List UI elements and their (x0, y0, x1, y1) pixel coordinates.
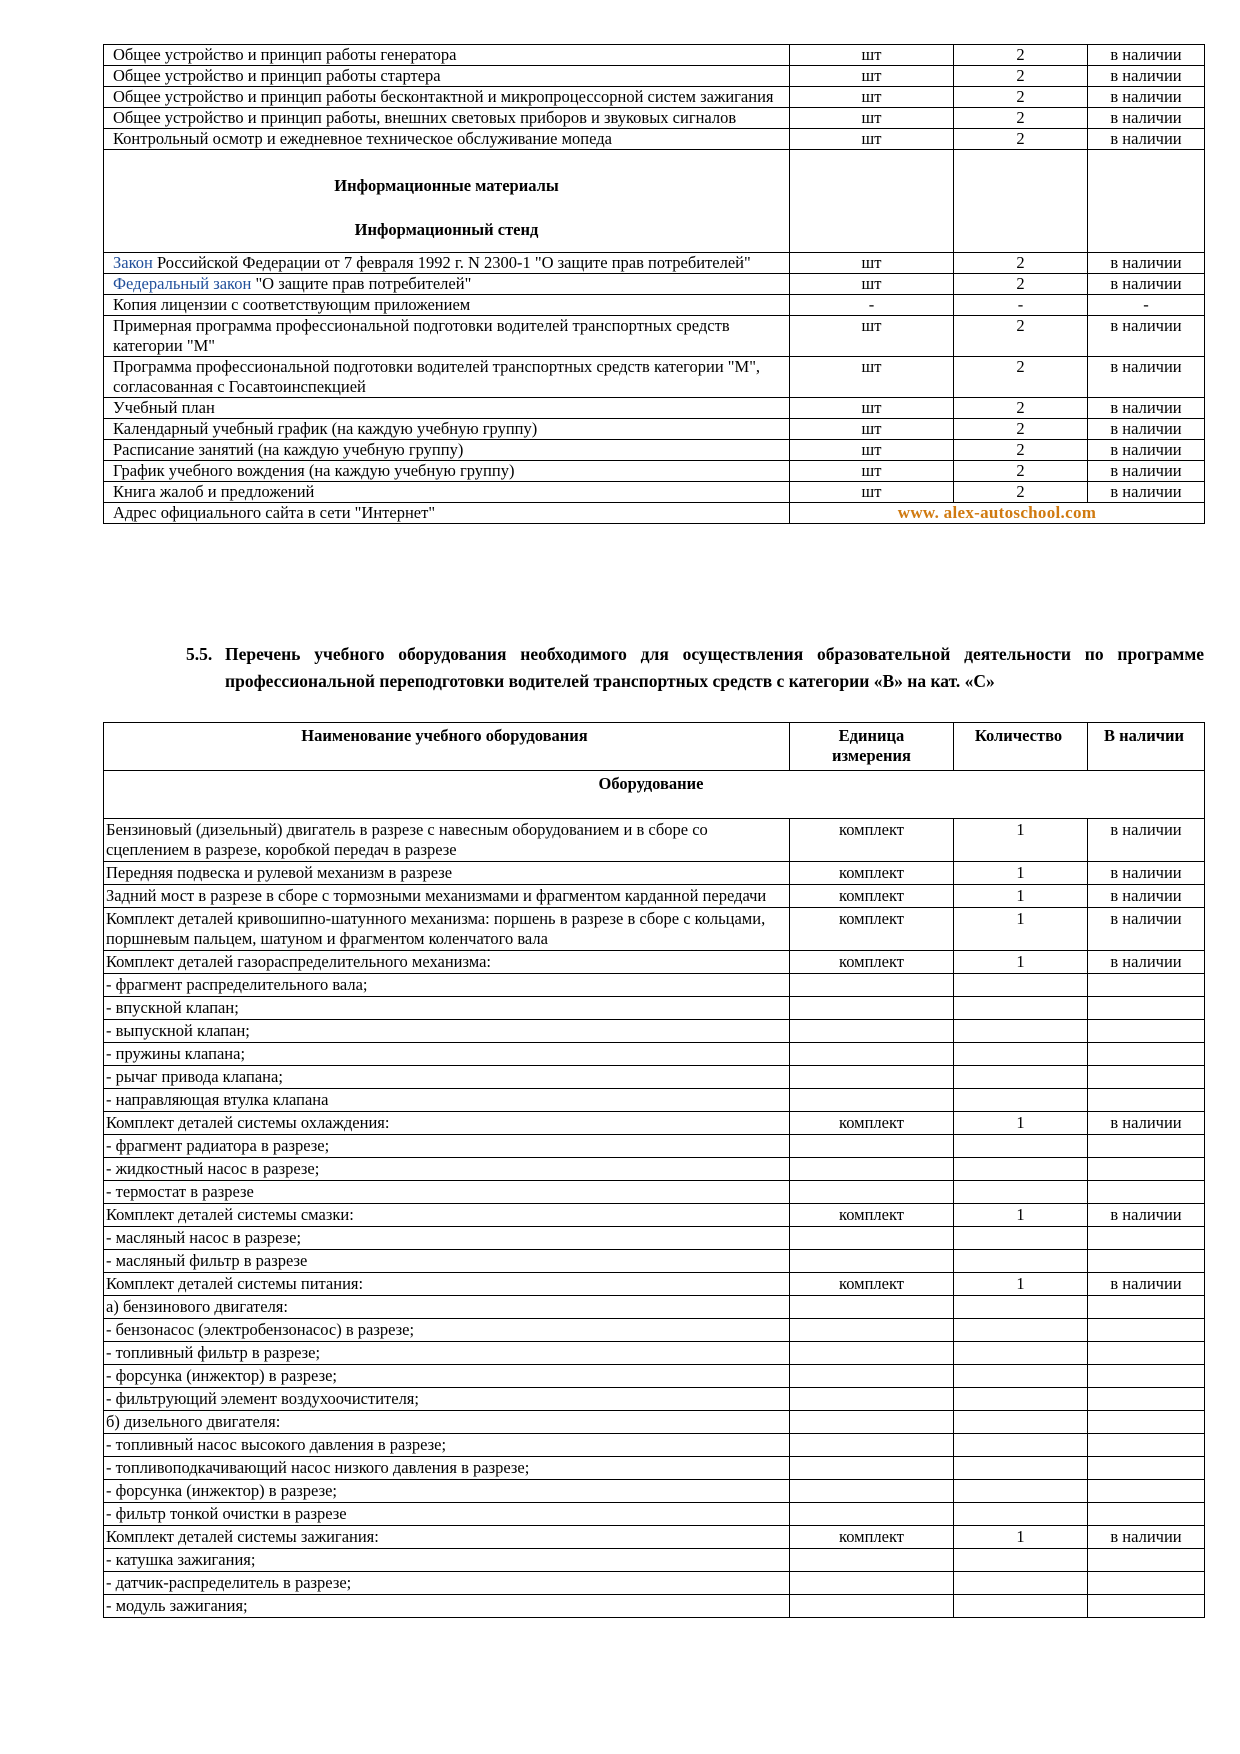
table-row (104, 87, 1205, 108)
table-row (104, 1411, 1205, 1434)
table-row (104, 1181, 1205, 1204)
table-row (104, 997, 1205, 1020)
unit-cell (790, 1549, 954, 1572)
avail-cell (1088, 1434, 1205, 1457)
name-cell: - фрагмент радиатора в разрезе; (104, 1135, 790, 1158)
avail-cell: в наличии (1088, 1204, 1205, 1227)
qty-cell (954, 1020, 1088, 1043)
avail-cell (1088, 1089, 1205, 1112)
qty-cell: 2 (954, 419, 1088, 440)
name-cell: Комплект деталей кривошипно-шатунного механизма: поршень в разрезе в сборе с кольцами, поршневым пальцем, шатуном и фрагментом коленчатого вала (104, 908, 790, 951)
site-url-cell (790, 503, 1205, 524)
qty-cell: 2 (954, 461, 1088, 482)
name-cell: Комплект деталей системы смазки: (104, 1204, 790, 1227)
avail-cell: в наличии (1088, 440, 1205, 461)
avail-cell (1088, 1319, 1205, 1342)
qty-cell (954, 1227, 1088, 1250)
unit-cell (790, 1411, 954, 1434)
header-unit: Единица измерения (790, 723, 954, 771)
table-row (104, 419, 1205, 440)
fedlaw-name-cell (104, 274, 790, 295)
heading-text: Перечень учебного оборудования необходимого для осуществления образовательной деятельности по программе профессиональной переподготовки водителей транспортных средств с категории «В» на кат. «С» (225, 644, 1204, 691)
unit-cell (790, 1342, 954, 1365)
name-cell: Общее устройство и принцип работы бесконтактной и микропроцессорной систем зажигания (104, 87, 790, 108)
name-cell: - топливный фильтр в разрезе; (104, 1342, 790, 1365)
header-qty: Количество (954, 723, 1088, 771)
empty-cell (790, 150, 954, 253)
name-cell: Календарный учебный график (на каждую учебную группу) (104, 419, 790, 440)
site-url-link[interactable]: www. alex-autoschool.com (897, 503, 1097, 522)
avail-cell: в наличии (1088, 862, 1205, 885)
name-cell: - термостат в разрезе (104, 1181, 790, 1204)
unit-cell: шт (790, 357, 954, 398)
law-link[interactable]: Закон (113, 253, 153, 272)
table-row (104, 1066, 1205, 1089)
unit-cell: шт (790, 274, 954, 295)
qty-cell: 2 (954, 482, 1088, 503)
unit-cell (790, 1158, 954, 1181)
table-row (104, 357, 1205, 398)
qty-cell: 1 (954, 908, 1088, 951)
avail-cell: в наличии (1088, 108, 1205, 129)
law-name-cell (104, 253, 790, 274)
heading-number: 5.5. (186, 644, 213, 664)
section-title-info-materials: Информационные материалы (334, 176, 559, 195)
qty-cell (954, 1089, 1088, 1112)
unit-cell (790, 1595, 954, 1618)
name-cell: Бензиновый (дизельный) двигатель в разрезе с навесным оборудованием и в сборе со сцеплением в разрезе, коробкой передач в разрезе (104, 819, 790, 862)
table-row (104, 1158, 1205, 1181)
avail-cell: в наличии (1088, 398, 1205, 419)
table-row (104, 1043, 1205, 1066)
table-row (104, 108, 1205, 129)
name-cell: - жидкостный насос в разрезе; (104, 1158, 790, 1181)
unit-cell (790, 1572, 954, 1595)
name-cell: - фрагмент распределительного вала; (104, 974, 790, 997)
section-heading (186, 641, 1204, 695)
unit-cell: - (790, 295, 954, 316)
unit-cell (790, 1135, 954, 1158)
avail-cell: в наличии (1088, 1273, 1205, 1296)
header-row (104, 723, 1205, 771)
avail-cell (1088, 997, 1205, 1020)
avail-cell: в наличии (1088, 482, 1205, 503)
avail-cell: в наличии (1088, 461, 1205, 482)
name-cell: Контрольный осмотр и ежедневное техническое обслуживание мопеда (104, 129, 790, 150)
unit-cell (790, 1066, 954, 1089)
table-row (104, 1020, 1205, 1043)
avail-cell (1088, 1595, 1205, 1618)
avail-cell: в наличии (1088, 819, 1205, 862)
qty-cell (954, 1158, 1088, 1181)
name-cell: - пружины клапана; (104, 1043, 790, 1066)
table2-rows (104, 819, 1205, 1618)
equipment-section-row (104, 771, 1205, 819)
site-name-cell: Адрес официального сайта в сети "Интернет" (104, 503, 790, 524)
qty-cell: 2 (954, 253, 1088, 274)
unit-cell: шт (790, 87, 954, 108)
unit-cell: комплект (790, 885, 954, 908)
qty-cell (954, 1296, 1088, 1319)
table-row (104, 398, 1205, 419)
avail-cell (1088, 1572, 1205, 1595)
unit-cell: комплект (790, 951, 954, 974)
fedlaw-row (104, 274, 1205, 295)
table-row (104, 1204, 1205, 1227)
table1-section (104, 150, 1205, 295)
avail-cell (1088, 1135, 1205, 1158)
name-cell: - модуль зажигания; (104, 1595, 790, 1618)
qty-cell: 1 (954, 1204, 1088, 1227)
name-cell: - датчик-распределитель в разрезе; (104, 1572, 790, 1595)
avail-cell (1088, 1181, 1205, 1204)
table-row (104, 482, 1205, 503)
qty-cell (954, 1434, 1088, 1457)
table-row (104, 1365, 1205, 1388)
name-cell: - выпускной клапан; (104, 1020, 790, 1043)
table-row (104, 974, 1205, 997)
avail-cell: в наличии (1088, 45, 1205, 66)
unit-cell: комплект (790, 862, 954, 885)
name-cell: - катушка зажигания; (104, 1549, 790, 1572)
name-cell: а) бензинового двигателя: (104, 1296, 790, 1319)
name-cell: Расписание занятий (на каждую учебную группу) (104, 440, 790, 461)
qty-cell: 2 (954, 357, 1088, 398)
qty-cell (954, 974, 1088, 997)
name-cell: Примерная программа профессиональной подготовки водителей транспортных средств категории "М" (104, 316, 790, 357)
qty-cell: 2 (954, 45, 1088, 66)
qty-cell: 1 (954, 1112, 1088, 1135)
avail-cell: в наличии (1088, 316, 1205, 357)
qty-cell: 1 (954, 1526, 1088, 1549)
empty-cell (954, 150, 1088, 253)
avail-cell (1088, 974, 1205, 997)
table-row (104, 885, 1205, 908)
qty-cell (954, 1181, 1088, 1204)
name-cell: - масляный фильтр в разрезе (104, 1250, 790, 1273)
empty-cell (1088, 150, 1205, 253)
name-cell: б) дизельного двигателя: (104, 1411, 790, 1434)
unit-cell: шт (790, 253, 954, 274)
unit-cell: шт (790, 316, 954, 357)
table-row (104, 461, 1205, 482)
avail-cell: - (1088, 295, 1205, 316)
name-cell: Копия лицензии с соответствующим приложением (104, 295, 790, 316)
qty-cell: 2 (954, 274, 1088, 295)
qty-cell: 2 (954, 108, 1088, 129)
unit-cell: шт (790, 461, 954, 482)
avail-cell: в наличии (1088, 908, 1205, 951)
unit-cell: шт (790, 66, 954, 87)
unit-cell: комплект (790, 819, 954, 862)
unit-cell (790, 1089, 954, 1112)
avail-cell (1088, 1365, 1205, 1388)
fedlaw-link[interactable]: Федеральный закон (113, 274, 252, 293)
qty-cell (954, 1250, 1088, 1273)
qty-cell: 1 (954, 862, 1088, 885)
table-row (104, 1296, 1205, 1319)
qty-cell (954, 1365, 1088, 1388)
qty-cell (954, 997, 1088, 1020)
header-name: Наименование учебного оборудования (104, 723, 790, 771)
qty-cell (954, 1388, 1088, 1411)
unit-cell (790, 1181, 954, 1204)
avail-cell (1088, 1411, 1205, 1434)
avail-cell: в наличии (1088, 951, 1205, 974)
table-row (104, 1526, 1205, 1549)
table1-rows-a (104, 45, 1205, 150)
name-cell: Комплект деталей газораспределительного механизма: (104, 951, 790, 974)
avail-cell: в наличии (1088, 1526, 1205, 1549)
avail-cell (1088, 1227, 1205, 1250)
avail-cell: в наличии (1088, 274, 1205, 295)
avail-cell: в наличии (1088, 129, 1205, 150)
unit-cell: комплект (790, 1112, 954, 1135)
unit-cell (790, 1319, 954, 1342)
qty-cell (954, 1503, 1088, 1526)
table-row (104, 1112, 1205, 1135)
name-cell: Книга жалоб и предложений (104, 482, 790, 503)
name-cell: - фильтр тонкой очистки в разрезе (104, 1503, 790, 1526)
table-row (104, 1480, 1205, 1503)
section-row (104, 150, 1205, 253)
table-row (104, 1503, 1205, 1526)
table-row (104, 316, 1205, 357)
qty-cell (954, 1457, 1088, 1480)
table-row (104, 1549, 1205, 1572)
qty-cell (954, 1066, 1088, 1089)
unit-cell: шт (790, 129, 954, 150)
unit-cell (790, 1388, 954, 1411)
unit-cell: шт (790, 398, 954, 419)
avail-cell (1088, 1342, 1205, 1365)
name-cell: Общее устройство и принцип работы стартера (104, 66, 790, 87)
name-cell: - направляющая втулка клапана (104, 1089, 790, 1112)
table-row (104, 1595, 1205, 1618)
avail-cell: в наличии (1088, 66, 1205, 87)
unit-cell (790, 1434, 954, 1457)
avail-cell (1088, 1503, 1205, 1526)
unit-cell (790, 1227, 954, 1250)
avail-cell: в наличии (1088, 1112, 1205, 1135)
unit-cell: шт (790, 419, 954, 440)
qty-cell: 2 (954, 316, 1088, 357)
name-cell: Программа профессиональной подготовки водителей транспортных средств категории "М", согласованная с Госавтоинспекцией (104, 357, 790, 398)
unit-cell: шт (790, 440, 954, 461)
table-row (104, 819, 1205, 862)
unit-cell: комплект (790, 1273, 954, 1296)
unit-cell (790, 1296, 954, 1319)
qty-cell: 1 (954, 885, 1088, 908)
name-cell: - топливный насос высокого давления в разрезе; (104, 1434, 790, 1457)
unit-cell (790, 1365, 954, 1388)
section-title-cell (104, 150, 790, 253)
law-row (104, 253, 1205, 274)
unit-cell (790, 1020, 954, 1043)
table-row (104, 129, 1205, 150)
unit-cell (790, 974, 954, 997)
table1-rows-b (104, 295, 1205, 503)
name-cell: - форсунка (инжектор) в разрезе; (104, 1365, 790, 1388)
qty-cell: 2 (954, 87, 1088, 108)
table-row (104, 908, 1205, 951)
table-row (104, 1572, 1205, 1595)
equipment-table (103, 722, 1205, 1618)
avail-cell (1088, 1549, 1205, 1572)
name-cell: Комплект деталей системы охлаждения: (104, 1112, 790, 1135)
fedlaw-text: "О защите прав потребителей" (251, 274, 472, 293)
qty-cell (954, 1135, 1088, 1158)
unit-cell: шт (790, 45, 954, 66)
avail-cell (1088, 1043, 1205, 1066)
avail-cell (1088, 1457, 1205, 1480)
table-row (104, 440, 1205, 461)
avail-cell: в наличии (1088, 87, 1205, 108)
unit-cell (790, 997, 954, 1020)
table-row (104, 1227, 1205, 1250)
unit-cell: шт (790, 108, 954, 129)
name-cell: Комплект деталей системы питания: (104, 1273, 790, 1296)
name-cell: Общее устройство и принцип работы, внешних световых приборов и звуковых сигналов (104, 108, 790, 129)
table-row (104, 66, 1205, 87)
qty-cell: 2 (954, 66, 1088, 87)
table-row (104, 951, 1205, 974)
table-row (104, 1434, 1205, 1457)
law-text: Российской Федерации от 7 февраля 1992 г. N 2300-1 "О защите прав потребителей" (152, 253, 751, 272)
name-cell: График учебного вождения (на каждую учебную группу) (104, 461, 790, 482)
section-title-info-stand: Информационный стенд (354, 220, 539, 239)
table-row (104, 45, 1205, 66)
name-cell: Передняя подвеска и рулевой механизм в разрезе (104, 862, 790, 885)
qty-cell (954, 1595, 1088, 1618)
qty-cell (954, 1411, 1088, 1434)
site-row (104, 503, 1205, 524)
unit-cell (790, 1480, 954, 1503)
qty-cell (954, 1549, 1088, 1572)
qty-cell (954, 1342, 1088, 1365)
qty-cell (954, 1480, 1088, 1503)
info-materials-table (103, 44, 1205, 524)
name-cell: Учебный план (104, 398, 790, 419)
table-row (104, 295, 1205, 316)
qty-cell: 1 (954, 819, 1088, 862)
name-cell: - топливоподкачивающий насос низкого давления в разрезе; (104, 1457, 790, 1480)
qty-cell: 1 (954, 951, 1088, 974)
table-row (104, 1135, 1205, 1158)
table-row (104, 862, 1205, 885)
avail-cell: в наличии (1088, 885, 1205, 908)
name-cell: - масляный насос в разрезе; (104, 1227, 790, 1250)
table-row (104, 1250, 1205, 1273)
name-cell: - впускной клапан; (104, 997, 790, 1020)
name-cell: Общее устройство и принцип работы генератора (104, 45, 790, 66)
name-cell: - рычаг привода клапана; (104, 1066, 790, 1089)
avail-cell: в наличии (1088, 419, 1205, 440)
avail-cell (1088, 1250, 1205, 1273)
header-avail: В наличии (1088, 723, 1205, 771)
avail-cell: в наличии (1088, 357, 1205, 398)
qty-cell: 2 (954, 440, 1088, 461)
table-row (104, 1089, 1205, 1112)
unit-cell: комплект (790, 908, 954, 951)
unit-cell: комплект (790, 1204, 954, 1227)
table-row (104, 1319, 1205, 1342)
unit-cell (790, 1503, 954, 1526)
name-cell: - бензонасос (электробензонасос) в разрезе; (104, 1319, 790, 1342)
avail-cell (1088, 1388, 1205, 1411)
table2-head (104, 723, 1205, 819)
name-cell: - фильтрующий элемент воздухоочистителя; (104, 1388, 790, 1411)
avail-cell (1088, 1066, 1205, 1089)
unit-cell (790, 1457, 954, 1480)
qty-cell (954, 1043, 1088, 1066)
avail-cell: в наличии (1088, 253, 1205, 274)
name-cell: Комплект деталей системы зажигания: (104, 1526, 790, 1549)
table1-site (104, 503, 1205, 524)
avail-cell (1088, 1480, 1205, 1503)
qty-cell: 1 (954, 1273, 1088, 1296)
unit-cell: комплект (790, 1526, 954, 1549)
table-row (104, 1457, 1205, 1480)
avail-cell (1088, 1020, 1205, 1043)
table-row (104, 1342, 1205, 1365)
table-row (104, 1388, 1205, 1411)
table-row (104, 1273, 1205, 1296)
qty-cell (954, 1572, 1088, 1595)
qty-cell: 2 (954, 129, 1088, 150)
unit-cell (790, 1250, 954, 1273)
unit-cell (790, 1043, 954, 1066)
unit-cell: шт (790, 482, 954, 503)
avail-cell (1088, 1296, 1205, 1319)
qty-cell: 2 (954, 398, 1088, 419)
qty-cell (954, 1319, 1088, 1342)
avail-cell (1088, 1158, 1205, 1181)
name-cell: - форсунка (инжектор) в разрезе; (104, 1480, 790, 1503)
qty-cell: - (954, 295, 1088, 316)
equipment-section-title: Оборудование (104, 771, 1205, 819)
name-cell: Задний мост в разрезе в сборе с тормозными механизмами и фрагментом карданной передачи (104, 885, 790, 908)
